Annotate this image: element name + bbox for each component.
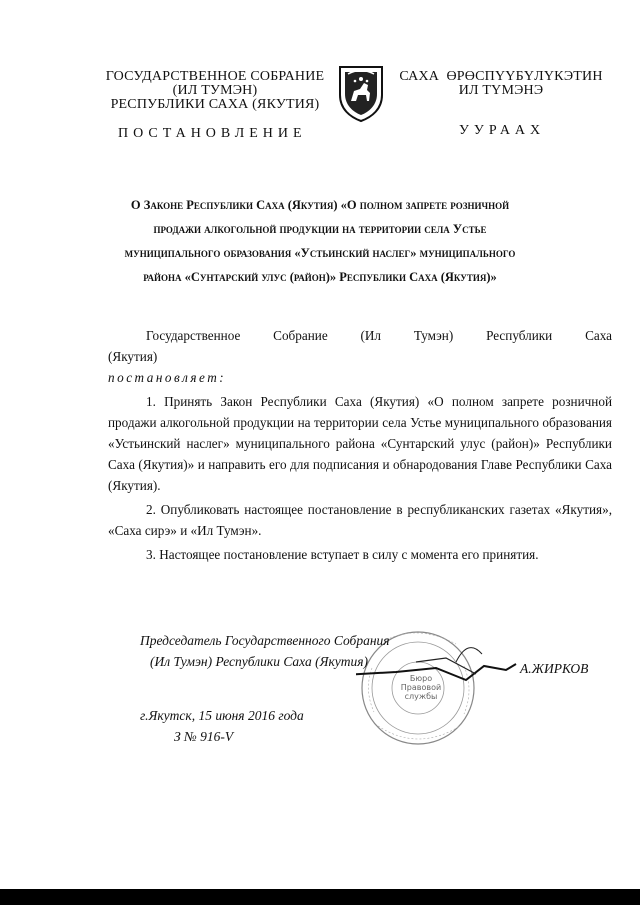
signatory-name: А.ЖИРКОВ <box>520 661 589 676</box>
title-line: О Законе Республики Саха (Якутия) «О полном запрете розничной <box>130 198 510 212</box>
header-left-line: ГОСУДАРСТВЕННОЕ СОБРАНИЕ <box>105 69 325 84</box>
coat-of-arms-emblem <box>334 63 388 123</box>
header-left-line: (ИЛ ТУМЭН) <box>172 83 258 98</box>
doc-type-left: ПОСТАНОВЛЕНИЕ <box>118 126 307 141</box>
doc-type-right: УУРААХ <box>459 123 546 138</box>
header-right-line: САХА ӨРӨСПҮҮБҮЛҮКЭТИН <box>399 69 603 84</box>
place-and-date: г.Якутск, 15 июня 2016 года <box>140 708 304 723</box>
decree-line <box>108 367 612 388</box>
paragraph-3: 3. Настоящее постановление вступает в силу с момента его принятия. <box>146 547 539 562</box>
header-left <box>104 70 326 112</box>
document-title <box>110 193 530 289</box>
signature-position <box>140 630 390 672</box>
intro-paragraph <box>108 325 612 367</box>
stamp-line: службы <box>404 692 438 701</box>
paragraph-1: 1. Принять Закон Республики Саха (Якутия) «О полном запрете розничной продажи алкогольной продукции на территории села Устье муниципального образования «Устьинский наслег» муниципального района «Сунтарский улус (район)» Республики Саха (Якутия)» и направить его для подписания и обнародования Главе Республики Саха (Якутия). <box>108 394 612 493</box>
title-line: района «Сунтарский улус (район)» Республики Саха (Якутия)» <box>143 270 497 284</box>
scan-bottom-border <box>0 889 640 905</box>
header-right <box>398 70 604 98</box>
signature-position-line1: Председатель Государственного Собрания <box>140 633 390 648</box>
stamp-line: Бюро <box>409 674 433 683</box>
signature-position-line2: (Ил Тумэн) Республики Саха (Якутия) <box>150 654 369 669</box>
document-number: З № 916-V <box>174 729 234 744</box>
header-right-line: ИЛ ТҮМЭНЭ <box>458 83 544 98</box>
stamp-text <box>396 674 446 701</box>
title-line: продажи алкогольной продукции на территории села Устье <box>153 222 487 236</box>
intro-text: Государственное Собрание (Ил Тумэн) Республики Саха (Якутия) <box>108 328 612 364</box>
paragraph-2: 2. Опубликовать настоящее постановление в республиканских газетах «Якутия», «Саха сирэ» и «Ил Тумэн». <box>108 502 612 538</box>
decree-word: постановляет: <box>108 370 227 385</box>
title-line: муниципального образования «Устьинский наслег» муниципального <box>124 246 516 260</box>
document-body <box>108 325 612 568</box>
header-left-line: РЕСПУБЛИКИ САХА (ЯКУТИЯ) <box>110 97 320 112</box>
stamp-line: Правовой <box>400 683 442 692</box>
